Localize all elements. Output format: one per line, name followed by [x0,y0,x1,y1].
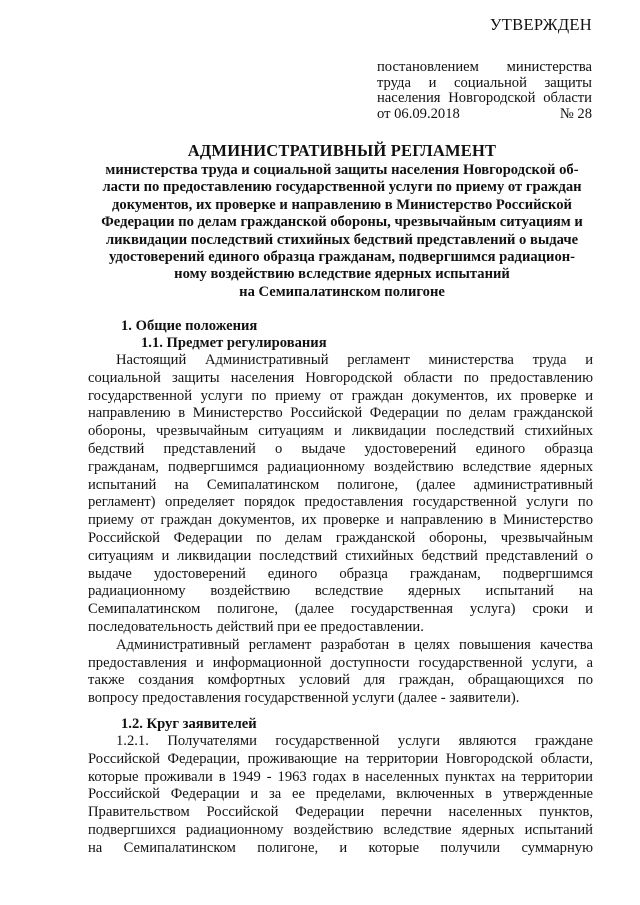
document-title: АДМИНИСТРАТИВНЫЙ РЕГЛАМЕНТ [187,141,497,160]
approval-line: постановлением министерства [377,59,592,75]
paragraph-line: последовательность действий при ее предоставлении. [88,618,424,635]
paragraph-line: социальной защиты населения Новгородской области по предоставлению [88,369,593,386]
paragraph-line: Российской Федерации по делам гражданской обороны, чрезвычайным [88,529,593,546]
approval-number: № 28 [559,105,592,122]
title-line: на Семипалатинском полигоне [239,283,445,300]
title-line: Федерации по делам гражданской обороны, чрезвычайным ситуациям и [101,214,583,231]
paragraph-line: радиационному воздействию вследствие ядерных испытаний на [88,583,593,600]
paragraph-line: бедствий представлений о выдаче удостоверений единого образца [88,440,593,457]
approval-date-number-line [377,107,592,123]
paragraph-line: которые проживали в 1949 - 1963 годах в населенных пунктах на территории [88,768,593,785]
title-line: министерства труда и социальной защиты населения Новгородской об- [105,162,579,178]
paragraph-applicants [88,733,593,858]
approval-line: труда и социальной защиты [377,74,592,91]
paragraph-line: регламент) определяет порядок предоставления государственной услуги по [88,494,593,511]
paragraph-line: вопросу предоставления государственной услуги (далее - заявители). [88,690,520,707]
title-line: ликвидации последствий стихийных бедствий представлений о выдаче [105,231,579,248]
paragraph-line: Семипалатинском полигоне, (далее государственная услуга) сроки и [88,601,593,618]
paragraph-line: направлению в Министерство Российской Федерации по делам гражданской [88,405,593,422]
title-line: документов, их проверке и направлению в Министерство Российской [112,196,572,213]
title-line: удостоверений единого образца гражданам, подвергшимся радиацион- [108,249,576,266]
approval-date: от 06.09.2018 [377,105,460,122]
title-line: ласти по предоставлению государственной услуги по приему от граждан [102,179,582,196]
paragraph-line: Российской Федерации, проживающие на территории Новгородской области, [88,750,593,767]
paragraph-line: обороны, чрезвычайным ситуациям и ликвидации последствий стихийных [88,423,593,440]
section-heading: 1. Общие положения [121,318,258,334]
paragraph-line: гражданам, подвергшимся радиационному воздействию вследствие ядерных [88,458,593,475]
paragraph-line: ситуациям и ликвидации последствий стихийных бедствий представлений о [88,547,593,564]
paragraph-line: приему от граждан документов, их проверке и направлению в Министерство [88,512,593,529]
paragraph-line: предоставления и информационной доступности государственной услуги, а [88,654,593,671]
paragraph-line: 1.2.1. Получателями государственной услуги являются граждане [116,733,593,749]
paragraph-line: государственной услуги по приему от граждан документов, их проверке и [88,387,593,404]
subsection-heading: 1.2. Круг заявителей [121,716,257,732]
paragraph-line: Настоящий Административный регламент министерства труда и [116,352,593,368]
document-title-block [84,141,600,301]
approval-heading: УТВЕРЖДЕН [489,15,592,34]
paragraph-line: на Семипалатинском полигоне, и которые получили суммарную [88,839,593,856]
paragraph-line: Административный регламент разработан в целях повышения качества [116,636,593,653]
title-line: ному воздействию вследствие ядерных испытаний [174,266,510,283]
paragraph-line: подвергшихся радиационному воздействию вследствие ядерных испытаний [88,821,593,838]
paragraph-subject-of-regulation [88,352,593,708]
subsection-heading: 1.1. Предмет регулирования [141,335,327,351]
paragraph-line: испытаний на Семипалатинском полигоне, (далее административный [88,476,593,493]
approval-stamp-block [377,14,592,122]
paragraph-line: Российской Федерации и за ее пределами, включенных в утвержденные [88,786,593,803]
paragraph-line: Правительством Российской Федерации перечни населенных пунктов, [88,804,593,821]
paragraph-line: выдаче удостоверений единого образца гражданам, подвергшимся [88,565,593,582]
approval-line: населения Новгородской области [377,90,592,106]
paragraph-line: также создания комфортных условий для граждан, обращающихся по [88,672,593,689]
